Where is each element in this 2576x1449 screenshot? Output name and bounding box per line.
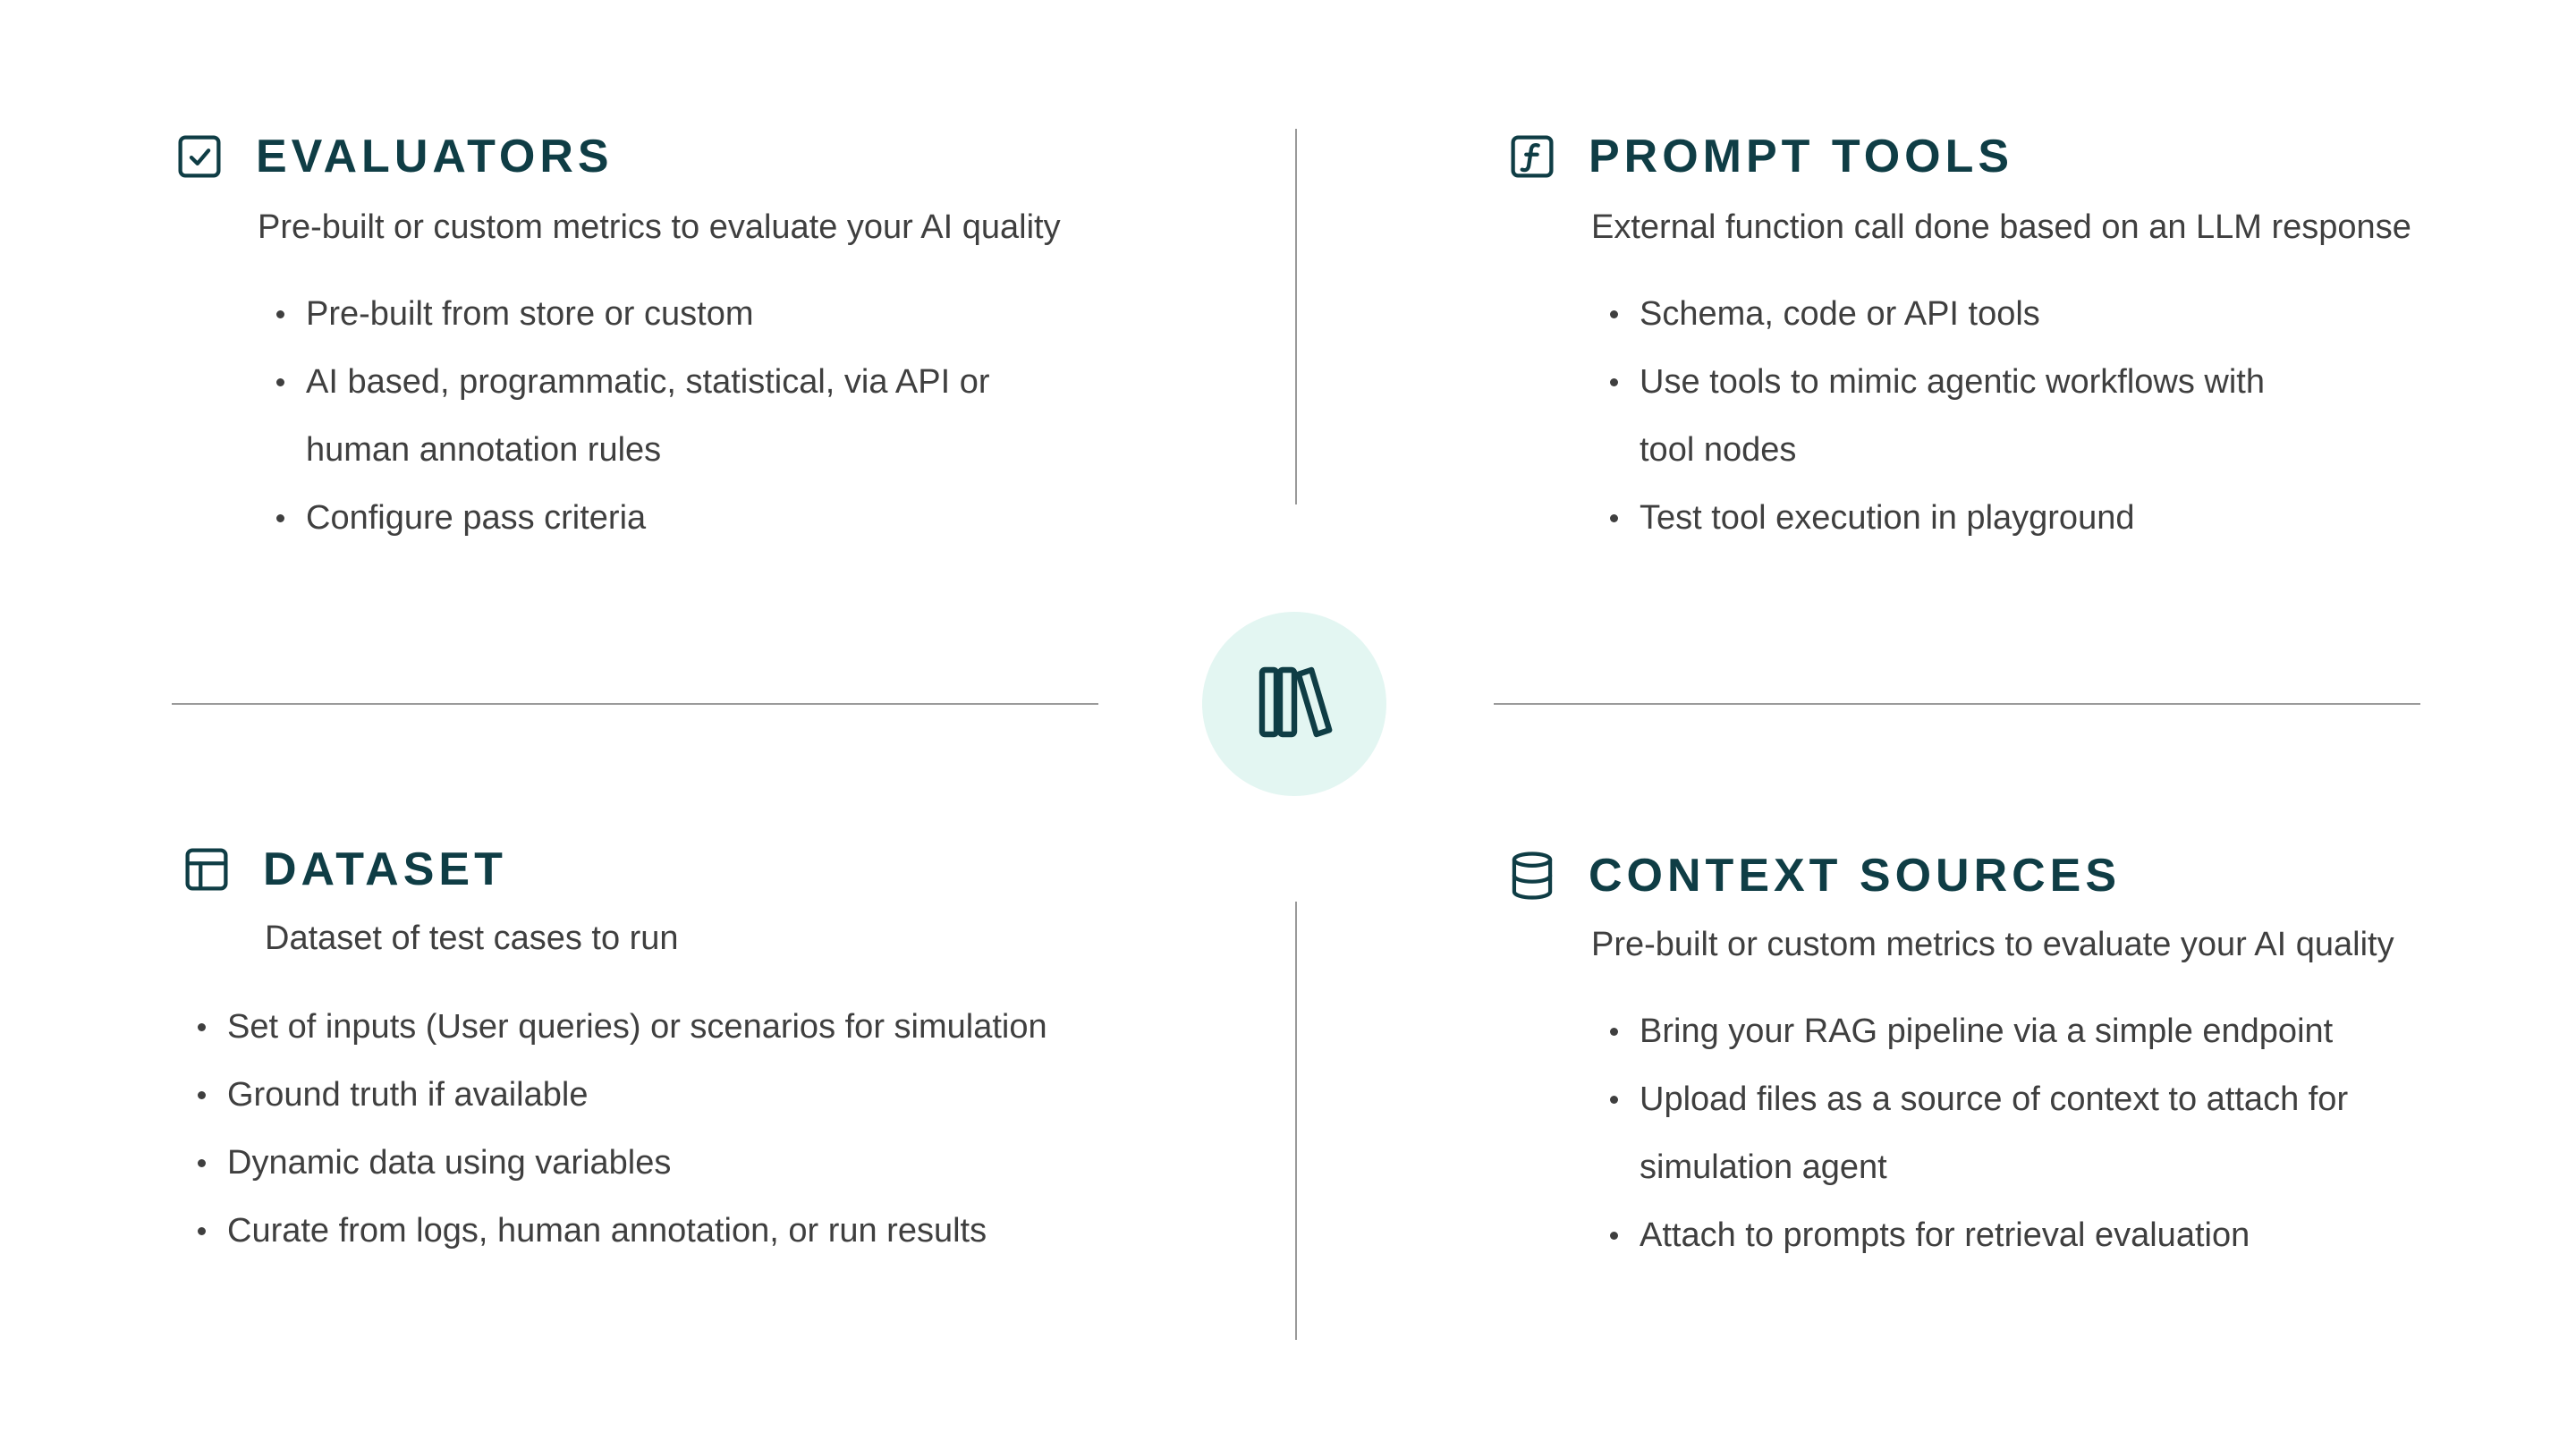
prompt-tools-list	[1640, 280, 2492, 552]
list-item-text: human annotation rules	[306, 431, 662, 470]
evaluators-header	[175, 132, 1159, 181]
list-item-text: Upload files as a source of context to attach for	[1640, 1080, 2349, 1119]
list-item	[227, 993, 1166, 1061]
prompt-tools-subtitle: External function call done based on an LLM response	[1591, 208, 2411, 246]
top-vertical-divider	[1295, 129, 1297, 504]
list-item	[306, 280, 1159, 348]
list-item-text: Attach to prompts for retrieval evaluation	[1640, 1216, 2250, 1255]
list-item-text: simulation agent	[1640, 1148, 1887, 1187]
center-badge	[1202, 612, 1386, 796]
database-icon	[1508, 852, 1556, 900]
context-sources-list	[1640, 997, 2492, 1269]
context-sources-header	[1508, 852, 2492, 900]
list-item-text: Schema, code or API tools	[1640, 295, 2040, 334]
list-item	[227, 1061, 1166, 1129]
list-item-text: AI based, programmatic, statistical, via API or	[306, 363, 990, 402]
list-item-text: Curate from logs, human annotation, or run results	[227, 1212, 987, 1250]
context-sources-title: CONTEXT SOURCES	[1589, 850, 2122, 902]
checkbox-icon	[175, 132, 224, 181]
evaluators-subtitle: Pre-built or custom metrics to evaluate your AI quality	[258, 208, 1061, 246]
list-item	[306, 348, 1159, 484]
list-item	[1640, 348, 2492, 484]
left-horizontal-divider	[172, 703, 1098, 705]
list-item-text: Test tool execution in playground	[1640, 499, 2135, 538]
list-item-text: Pre-built from store or custom	[306, 295, 754, 334]
list-item	[1640, 1065, 2492, 1201]
function-icon	[1508, 132, 1556, 181]
list-item	[227, 1129, 1166, 1197]
list-item	[227, 1197, 1166, 1265]
dataset-header	[182, 845, 1166, 894]
dataset-subtitle: Dataset of test cases to run	[265, 919, 679, 957]
list-item	[306, 484, 1159, 552]
bottom-vertical-divider	[1295, 902, 1297, 1340]
dataset-title: DATASET	[263, 843, 507, 895]
prompt-tools-header	[1508, 132, 2492, 181]
list-item-text: Bring your RAG pipeline via a simple endpoint	[1640, 1013, 2334, 1051]
right-horizontal-divider	[1494, 703, 2420, 705]
list-item	[1640, 280, 2492, 348]
list-item-text: Set of inputs (User queries) or scenarios for simulation	[227, 1008, 1047, 1046]
context-sources-subtitle: Pre-built or custom metrics to evaluate your AI quality	[1591, 926, 2394, 963]
evaluators-section	[175, 132, 1159, 552]
list-item-text: Configure pass criteria	[306, 499, 647, 538]
list-item	[1640, 997, 2492, 1065]
dataset-list	[227, 993, 1166, 1265]
list-item-text: Ground truth if available	[227, 1076, 589, 1114]
dataset-section	[182, 845, 1166, 1265]
evaluators-title: EVALUATORS	[256, 131, 614, 182]
list-item-text: Dynamic data using variables	[227, 1144, 672, 1182]
list-item	[1640, 1201, 2492, 1269]
prompt-tools-title: PROMPT TOOLS	[1589, 131, 2014, 182]
prompt-tools-section	[1508, 132, 2492, 552]
list-item-text: tool nodes	[1640, 431, 1797, 470]
evaluators-list	[306, 280, 1159, 552]
list-item-text: Use tools to mimic agentic workflows with	[1640, 363, 2265, 402]
table-icon	[182, 845, 231, 894]
list-item	[1640, 484, 2492, 552]
context-sources-section	[1508, 852, 2492, 1269]
library-books-icon	[1251, 659, 1337, 750]
